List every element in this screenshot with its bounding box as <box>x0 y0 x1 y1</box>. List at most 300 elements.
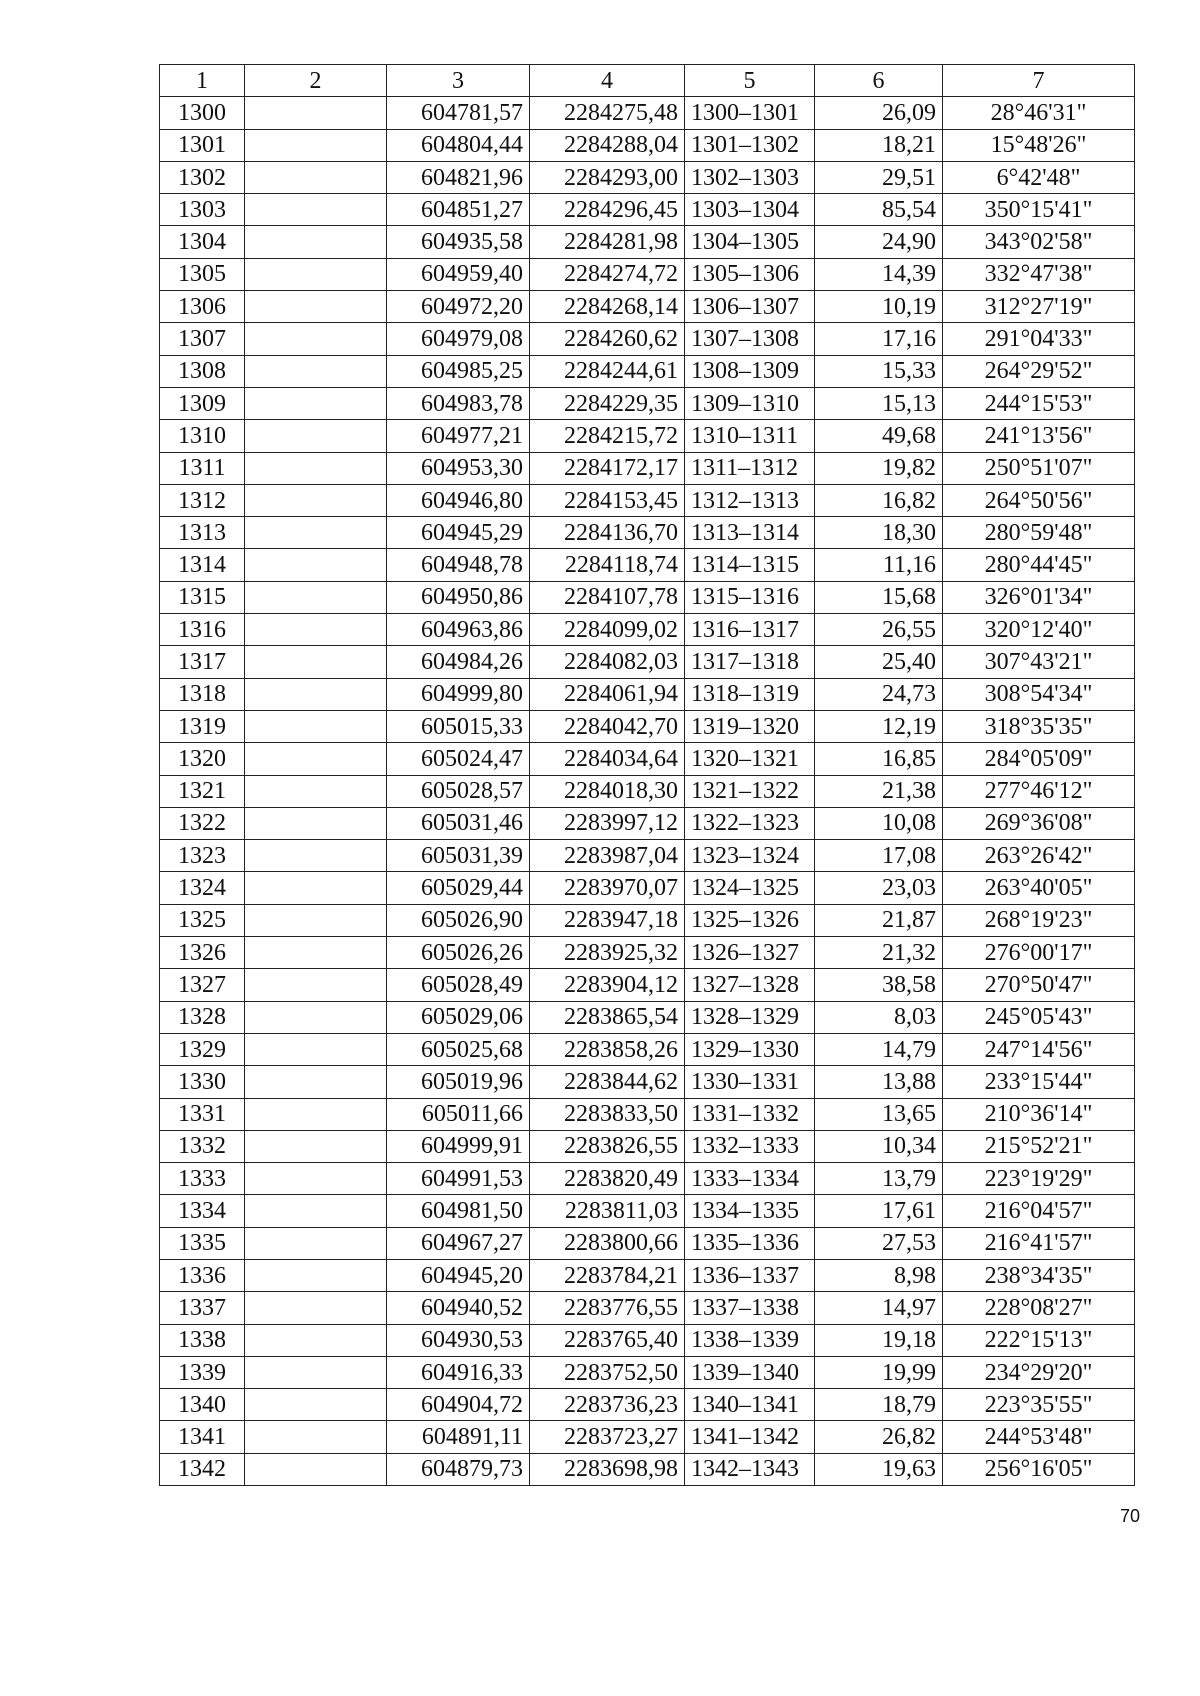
y-coordinate-cell: 2284215,72 <box>530 420 685 452</box>
point-number-cell: 1313 <box>160 517 245 549</box>
segment-cell: 1311–1312 <box>685 452 815 484</box>
table-row <box>160 1259 1135 1291</box>
table-row <box>160 1356 1135 1388</box>
table-row <box>160 614 1135 646</box>
distance-cell: 15,68 <box>815 581 943 613</box>
point-number-cell: 1315 <box>160 581 245 613</box>
bearing-cell: 332°47'38" <box>943 258 1135 290</box>
x-coordinate-cell: 604972,20 <box>387 291 530 323</box>
point-number-cell: 1338 <box>160 1324 245 1356</box>
distance-cell: 16,82 <box>815 484 943 516</box>
note-cell <box>245 420 387 452</box>
distance-cell: 19,99 <box>815 1356 943 1388</box>
point-number-cell: 1336 <box>160 1259 245 1291</box>
segment-cell: 1337–1338 <box>685 1292 815 1324</box>
table-row <box>160 323 1135 355</box>
y-coordinate-cell: 2283776,55 <box>530 1292 685 1324</box>
x-coordinate-cell: 605026,26 <box>387 937 530 969</box>
segment-cell: 1310–1311 <box>685 420 815 452</box>
point-number-cell: 1333 <box>160 1163 245 1195</box>
segment-cell: 1342–1343 <box>685 1453 815 1485</box>
note-cell <box>245 646 387 678</box>
bearing-cell: 210°36'14" <box>943 1098 1135 1130</box>
point-number-cell: 1331 <box>160 1098 245 1130</box>
segment-cell: 1331–1332 <box>685 1098 815 1130</box>
point-number-cell: 1319 <box>160 710 245 742</box>
x-coordinate-cell: 604953,30 <box>387 452 530 484</box>
segment-cell: 1335–1336 <box>685 1227 815 1259</box>
distance-cell: 24,90 <box>815 226 943 258</box>
point-number-cell: 1310 <box>160 420 245 452</box>
distance-cell: 10,19 <box>815 291 943 323</box>
note-cell <box>245 840 387 872</box>
bearing-cell: 250°51'07" <box>943 452 1135 484</box>
y-coordinate-cell: 2284118,74 <box>530 549 685 581</box>
y-coordinate-cell: 2284018,30 <box>530 775 685 807</box>
bearing-cell: 284°05'09" <box>943 743 1135 775</box>
point-number-cell: 1330 <box>160 1066 245 1098</box>
segment-cell: 1328–1329 <box>685 1001 815 1033</box>
x-coordinate-cell: 605011,66 <box>387 1098 530 1130</box>
point-number-cell: 1335 <box>160 1227 245 1259</box>
segment-cell: 1318–1319 <box>685 678 815 710</box>
point-number-cell: 1300 <box>160 97 245 129</box>
bearing-cell: 222°15'13" <box>943 1324 1135 1356</box>
bearing-cell: 223°19'29" <box>943 1163 1135 1195</box>
x-coordinate-cell: 604891,11 <box>387 1421 530 1453</box>
bearing-cell: 307°43'21" <box>943 646 1135 678</box>
table-row <box>160 710 1135 742</box>
x-coordinate-cell: 604930,53 <box>387 1324 530 1356</box>
note-cell <box>245 1421 387 1453</box>
bearing-cell: 276°00'17" <box>943 937 1135 969</box>
segment-cell: 1320–1321 <box>685 743 815 775</box>
distance-cell: 11,16 <box>815 549 943 581</box>
point-number-cell: 1304 <box>160 226 245 258</box>
segment-cell: 1315–1316 <box>685 581 815 613</box>
table-row <box>160 646 1135 678</box>
point-number-cell: 1303 <box>160 194 245 226</box>
bearing-cell: 280°44'45" <box>943 549 1135 581</box>
distance-cell: 17,08 <box>815 840 943 872</box>
y-coordinate-cell: 2284296,45 <box>530 194 685 226</box>
table-row <box>160 872 1135 904</box>
y-coordinate-cell: 2284293,00 <box>530 161 685 193</box>
table-row <box>160 937 1135 969</box>
y-coordinate-cell: 2283784,21 <box>530 1259 685 1291</box>
header-row <box>160 65 1135 97</box>
coordinates-table <box>159 64 1135 1486</box>
distance-cell: 27,53 <box>815 1227 943 1259</box>
segment-cell: 1319–1320 <box>685 710 815 742</box>
x-coordinate-cell: 605029,06 <box>387 1001 530 1033</box>
table-row <box>160 775 1135 807</box>
x-coordinate-cell: 604991,53 <box>387 1163 530 1195</box>
note-cell <box>245 291 387 323</box>
x-coordinate-cell: 604948,78 <box>387 549 530 581</box>
segment-cell: 1327–1328 <box>685 969 815 1001</box>
segment-cell: 1316–1317 <box>685 614 815 646</box>
point-number-cell: 1306 <box>160 291 245 323</box>
segment-cell: 1309–1310 <box>685 387 815 419</box>
note-cell <box>245 226 387 258</box>
bearing-cell: 216°04'57" <box>943 1195 1135 1227</box>
distance-cell: 25,40 <box>815 646 943 678</box>
y-coordinate-cell: 2283997,12 <box>530 807 685 839</box>
segment-cell: 1325–1326 <box>685 904 815 936</box>
y-coordinate-cell: 2284172,17 <box>530 452 685 484</box>
y-coordinate-cell: 2283865,54 <box>530 1001 685 1033</box>
segment-cell: 1321–1322 <box>685 775 815 807</box>
point-number-cell: 1341 <box>160 1421 245 1453</box>
table-row <box>160 1130 1135 1162</box>
note-cell <box>245 97 387 129</box>
segment-cell: 1329–1330 <box>685 1033 815 1065</box>
y-coordinate-cell: 2283826,55 <box>530 1130 685 1162</box>
distance-cell: 21,87 <box>815 904 943 936</box>
segment-cell: 1323–1324 <box>685 840 815 872</box>
point-number-cell: 1302 <box>160 161 245 193</box>
note-cell <box>245 937 387 969</box>
note-cell <box>245 1195 387 1227</box>
distance-cell: 19,18 <box>815 1324 943 1356</box>
point-number-cell: 1320 <box>160 743 245 775</box>
header-cell: 7 <box>943 65 1135 97</box>
point-number-cell: 1321 <box>160 775 245 807</box>
table-row <box>160 1098 1135 1130</box>
point-number-cell: 1301 <box>160 129 245 161</box>
table-row <box>160 226 1135 258</box>
bearing-cell: 256°16'05" <box>943 1453 1135 1485</box>
point-number-cell: 1339 <box>160 1356 245 1388</box>
bearing-cell: 343°02'58" <box>943 226 1135 258</box>
segment-cell: 1334–1335 <box>685 1195 815 1227</box>
x-coordinate-cell: 604904,72 <box>387 1389 530 1421</box>
y-coordinate-cell: 2283820,49 <box>530 1163 685 1195</box>
y-coordinate-cell: 2283987,04 <box>530 840 685 872</box>
point-number-cell: 1314 <box>160 549 245 581</box>
bearing-cell: 15°48'26" <box>943 129 1135 161</box>
distance-cell: 18,30 <box>815 517 943 549</box>
point-number-cell: 1307 <box>160 323 245 355</box>
note-cell <box>245 517 387 549</box>
y-coordinate-cell: 2284275,48 <box>530 97 685 129</box>
point-number-cell: 1327 <box>160 969 245 1001</box>
table-row <box>160 1033 1135 1065</box>
bearing-cell: 247°14'56" <box>943 1033 1135 1065</box>
bearing-cell: 318°35'35" <box>943 710 1135 742</box>
table-row <box>160 420 1135 452</box>
distance-cell: 18,21 <box>815 129 943 161</box>
segment-cell: 1308–1309 <box>685 355 815 387</box>
y-coordinate-cell: 2284082,03 <box>530 646 685 678</box>
point-number-cell: 1305 <box>160 258 245 290</box>
x-coordinate-cell: 605015,33 <box>387 710 530 742</box>
table-row <box>160 355 1135 387</box>
segment-cell: 1340–1341 <box>685 1389 815 1421</box>
x-coordinate-cell: 604983,78 <box>387 387 530 419</box>
y-coordinate-cell: 2284268,14 <box>530 291 685 323</box>
bearing-cell: 270°50'47" <box>943 969 1135 1001</box>
note-cell <box>245 1227 387 1259</box>
segment-cell: 1317–1318 <box>685 646 815 678</box>
bearing-cell: 277°46'12" <box>943 775 1135 807</box>
bearing-cell: 233°15'44" <box>943 1066 1135 1098</box>
x-coordinate-cell: 604945,29 <box>387 517 530 549</box>
note-cell <box>245 355 387 387</box>
point-number-cell: 1325 <box>160 904 245 936</box>
bearing-cell: 280°59'48" <box>943 517 1135 549</box>
note-cell <box>245 743 387 775</box>
table-row <box>160 194 1135 226</box>
y-coordinate-cell: 2284107,78 <box>530 581 685 613</box>
x-coordinate-cell: 604935,58 <box>387 226 530 258</box>
note-cell <box>245 161 387 193</box>
bearing-cell: 291°04'33" <box>943 323 1135 355</box>
point-number-cell: 1318 <box>160 678 245 710</box>
y-coordinate-cell: 2283698,98 <box>530 1453 685 1485</box>
distance-cell: 38,58 <box>815 969 943 1001</box>
segment-cell: 1326–1327 <box>685 937 815 969</box>
bearing-cell: 228°08'27" <box>943 1292 1135 1324</box>
x-coordinate-cell: 605026,90 <box>387 904 530 936</box>
table-row <box>160 743 1135 775</box>
bearing-cell: 234°29'20" <box>943 1356 1135 1388</box>
x-coordinate-cell: 604945,20 <box>387 1259 530 1291</box>
x-coordinate-cell: 604963,86 <box>387 614 530 646</box>
table-row <box>160 1421 1135 1453</box>
bearing-cell: 223°35'55" <box>943 1389 1135 1421</box>
y-coordinate-cell: 2284229,35 <box>530 387 685 419</box>
note-cell <box>245 1098 387 1130</box>
table-row <box>160 1453 1135 1485</box>
segment-cell: 1301–1302 <box>685 129 815 161</box>
segment-cell: 1303–1304 <box>685 194 815 226</box>
distance-cell: 49,68 <box>815 420 943 452</box>
distance-cell: 10,34 <box>815 1130 943 1162</box>
segment-cell: 1305–1306 <box>685 258 815 290</box>
distance-cell: 17,61 <box>815 1195 943 1227</box>
bearing-cell: 244°53'48" <box>943 1421 1135 1453</box>
y-coordinate-cell: 2283765,40 <box>530 1324 685 1356</box>
bearing-cell: 312°27'19" <box>943 291 1135 323</box>
y-coordinate-cell: 2284281,98 <box>530 226 685 258</box>
y-coordinate-cell: 2284034,64 <box>530 743 685 775</box>
table-row <box>160 678 1135 710</box>
segment-cell: 1324–1325 <box>685 872 815 904</box>
x-coordinate-cell: 605031,46 <box>387 807 530 839</box>
segment-cell: 1330–1331 <box>685 1066 815 1098</box>
y-coordinate-cell: 2284136,70 <box>530 517 685 549</box>
note-cell <box>245 1453 387 1485</box>
y-coordinate-cell: 2284099,02 <box>530 614 685 646</box>
note-cell <box>245 1356 387 1388</box>
table-row <box>160 97 1135 129</box>
segment-cell: 1322–1323 <box>685 807 815 839</box>
x-coordinate-cell: 604851,27 <box>387 194 530 226</box>
bearing-cell: 6°42'48" <box>943 161 1135 193</box>
bearing-cell: 268°19'23" <box>943 904 1135 936</box>
table-body <box>160 65 1135 1486</box>
point-number-cell: 1317 <box>160 646 245 678</box>
header-cell: 2 <box>245 65 387 97</box>
x-coordinate-cell: 604967,27 <box>387 1227 530 1259</box>
segment-cell: 1302–1303 <box>685 161 815 193</box>
bearing-cell: 326°01'34" <box>943 581 1135 613</box>
bearing-cell: 216°41'57" <box>943 1227 1135 1259</box>
table-row <box>160 1066 1135 1098</box>
distance-cell: 26,82 <box>815 1421 943 1453</box>
x-coordinate-cell: 604979,08 <box>387 323 530 355</box>
bearing-cell: 350°15'41" <box>943 194 1135 226</box>
bearing-cell: 308°54'34" <box>943 678 1135 710</box>
point-number-cell: 1332 <box>160 1130 245 1162</box>
note-cell <box>245 387 387 419</box>
point-number-cell: 1308 <box>160 355 245 387</box>
distance-cell: 8,98 <box>815 1259 943 1291</box>
point-number-cell: 1326 <box>160 937 245 969</box>
header-cell: 3 <box>387 65 530 97</box>
x-coordinate-cell: 604950,86 <box>387 581 530 613</box>
distance-cell: 17,16 <box>815 323 943 355</box>
point-number-cell: 1312 <box>160 484 245 516</box>
x-coordinate-cell: 604959,40 <box>387 258 530 290</box>
distance-cell: 15,13 <box>815 387 943 419</box>
distance-cell: 14,97 <box>815 1292 943 1324</box>
bearing-cell: 238°34'35" <box>943 1259 1135 1291</box>
x-coordinate-cell: 604940,52 <box>387 1292 530 1324</box>
note-cell <box>245 969 387 1001</box>
x-coordinate-cell: 605031,39 <box>387 840 530 872</box>
y-coordinate-cell: 2283844,62 <box>530 1066 685 1098</box>
point-number-cell: 1309 <box>160 387 245 419</box>
distance-cell: 21,32 <box>815 937 943 969</box>
bearing-cell: 263°26'42" <box>943 840 1135 872</box>
page-number: 70 <box>1120 1506 1141 1526</box>
point-number-cell: 1334 <box>160 1195 245 1227</box>
y-coordinate-cell: 2283811,03 <box>530 1195 685 1227</box>
note-cell <box>245 323 387 355</box>
header-cell: 5 <box>685 65 815 97</box>
distance-cell: 18,79 <box>815 1389 943 1421</box>
y-coordinate-cell: 2283833,50 <box>530 1098 685 1130</box>
table-row <box>160 581 1135 613</box>
segment-cell: 1314–1315 <box>685 549 815 581</box>
bearing-cell: 263°40'05" <box>943 872 1135 904</box>
table-row <box>160 1389 1135 1421</box>
y-coordinate-cell: 2284288,04 <box>530 129 685 161</box>
table-row <box>160 1292 1135 1324</box>
y-coordinate-cell: 2283947,18 <box>530 904 685 936</box>
x-coordinate-cell: 605024,47 <box>387 743 530 775</box>
y-coordinate-cell: 2283752,50 <box>530 1356 685 1388</box>
table-row <box>160 1163 1135 1195</box>
note-cell <box>245 1389 387 1421</box>
point-number-cell: 1340 <box>160 1389 245 1421</box>
y-coordinate-cell: 2284061,94 <box>530 678 685 710</box>
segment-cell: 1304–1305 <box>685 226 815 258</box>
note-cell <box>245 614 387 646</box>
x-coordinate-cell: 605028,57 <box>387 775 530 807</box>
y-coordinate-cell: 2283736,23 <box>530 1389 685 1421</box>
table-row <box>160 484 1135 516</box>
distance-cell: 14,79 <box>815 1033 943 1065</box>
bearing-cell: 264°29'52" <box>943 355 1135 387</box>
distance-cell: 14,39 <box>815 258 943 290</box>
segment-cell: 1306–1307 <box>685 291 815 323</box>
table-row <box>160 1195 1135 1227</box>
note-cell <box>245 1163 387 1195</box>
note-cell <box>245 581 387 613</box>
point-number-cell: 1329 <box>160 1033 245 1065</box>
distance-cell: 21,38 <box>815 775 943 807</box>
bearing-cell: 269°36'08" <box>943 807 1135 839</box>
table-row <box>160 129 1135 161</box>
table-row <box>160 517 1135 549</box>
table-row <box>160 161 1135 193</box>
y-coordinate-cell: 2283904,12 <box>530 969 685 1001</box>
point-number-cell: 1323 <box>160 840 245 872</box>
table-row <box>160 258 1135 290</box>
segment-cell: 1307–1308 <box>685 323 815 355</box>
segment-cell: 1313–1314 <box>685 517 815 549</box>
note-cell <box>245 1033 387 1065</box>
point-number-cell: 1324 <box>160 872 245 904</box>
note-cell <box>245 807 387 839</box>
distance-cell: 15,33 <box>815 355 943 387</box>
note-cell <box>245 1292 387 1324</box>
distance-cell: 29,51 <box>815 161 943 193</box>
y-coordinate-cell: 2284042,70 <box>530 710 685 742</box>
note-cell <box>245 258 387 290</box>
table-row <box>160 387 1135 419</box>
note-cell <box>245 1001 387 1033</box>
distance-cell: 19,82 <box>815 452 943 484</box>
point-number-cell: 1328 <box>160 1001 245 1033</box>
y-coordinate-cell: 2283800,66 <box>530 1227 685 1259</box>
segment-cell: 1312–1313 <box>685 484 815 516</box>
distance-cell: 8,03 <box>815 1001 943 1033</box>
segment-cell: 1338–1339 <box>685 1324 815 1356</box>
table-row <box>160 1227 1135 1259</box>
y-coordinate-cell: 2284274,72 <box>530 258 685 290</box>
header-cell: 4 <box>530 65 685 97</box>
bearing-cell: 264°50'56" <box>943 484 1135 516</box>
point-number-cell: 1316 <box>160 614 245 646</box>
x-coordinate-cell: 604804,44 <box>387 129 530 161</box>
x-coordinate-cell: 604984,26 <box>387 646 530 678</box>
note-cell <box>245 484 387 516</box>
x-coordinate-cell: 604916,33 <box>387 1356 530 1388</box>
distance-cell: 13,65 <box>815 1098 943 1130</box>
note-cell <box>245 1066 387 1098</box>
distance-cell: 26,55 <box>815 614 943 646</box>
bearing-cell: 245°05'43" <box>943 1001 1135 1033</box>
note-cell <box>245 452 387 484</box>
segment-cell: 1341–1342 <box>685 1421 815 1453</box>
y-coordinate-cell: 2283925,32 <box>530 937 685 969</box>
x-coordinate-cell: 604981,50 <box>387 1195 530 1227</box>
segment-cell: 1333–1334 <box>685 1163 815 1195</box>
note-cell <box>245 129 387 161</box>
note-cell <box>245 1130 387 1162</box>
bearing-cell: 215°52'21" <box>943 1130 1135 1162</box>
note-cell <box>245 1259 387 1291</box>
note-cell <box>245 549 387 581</box>
y-coordinate-cell: 2283723,27 <box>530 1421 685 1453</box>
table-row <box>160 452 1135 484</box>
y-coordinate-cell: 2283858,26 <box>530 1033 685 1065</box>
